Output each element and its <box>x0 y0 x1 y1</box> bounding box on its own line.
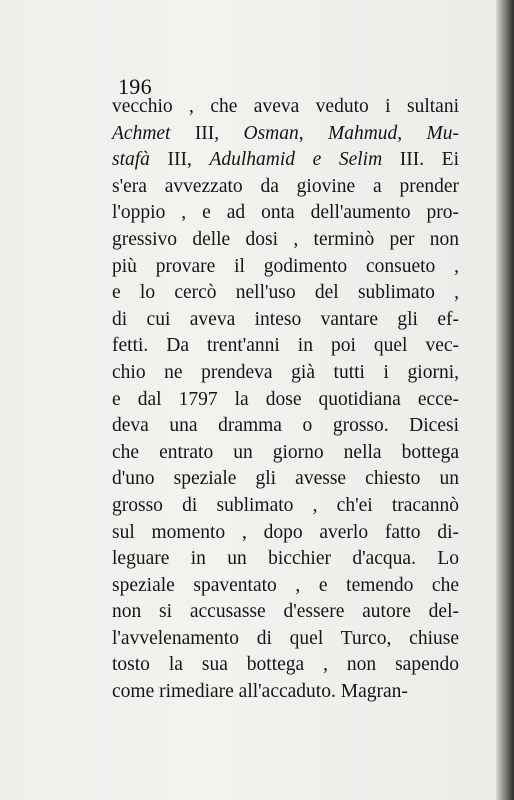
text-span: e dal 1797 la dose quotidiana ecce- <box>112 388 459 410</box>
text-line <box>112 599 459 626</box>
text-span: grosso di sublimato , ch'ei tracannò <box>112 494 459 516</box>
text-line <box>112 174 459 201</box>
page-number: 196 <box>118 74 152 99</box>
text-span: sul momento , dopo averlo fatto di- <box>112 521 459 543</box>
text-span: leguare in un bicchier d'acqua. Lo <box>112 548 459 570</box>
text-span: non si accusasse d'essere autore del- <box>112 601 459 623</box>
text-span: , <box>298 122 328 144</box>
text-span: , <box>397 122 427 144</box>
text-span: d'uno speziale gli avesse chiesto un <box>112 468 459 490</box>
body-text <box>112 94 459 706</box>
book-spine-shadow <box>496 0 514 800</box>
text-span: chio ne prendeva già tutti i giorni, <box>112 361 459 383</box>
text-span: deva una dramma o grosso. Dicesi <box>112 415 459 437</box>
italic-text-span: Adulhamid e Selim <box>209 149 383 171</box>
text-span: come rimediare all'accaduto. Magran- <box>112 681 408 703</box>
text-span: vecchio , che aveva veduto i sultani <box>112 96 459 117</box>
text-span: III. Ei <box>382 149 460 171</box>
text-span: tosto la sua bottega , non sapendo <box>112 654 459 676</box>
text-span: fetti. Da trent'anni in poi quel vec- <box>112 335 459 357</box>
text-line <box>112 679 459 706</box>
text-line <box>112 227 459 254</box>
italic-text-span: Mahmud <box>327 122 398 144</box>
text-line <box>112 200 459 227</box>
text-span: speziale spaventato , e temendo che <box>112 574 459 596</box>
text-line <box>112 254 459 281</box>
text-line <box>112 307 459 334</box>
text-span: che entrato un giorno nella bottega <box>112 441 459 463</box>
text-line <box>112 147 459 174</box>
italic-text-span: stafà <box>112 149 150 171</box>
text-line <box>112 493 459 520</box>
text-line <box>112 121 459 148</box>
text-line <box>112 520 459 547</box>
text-span: l'avvelenamento di quel Turco, chiuse <box>112 627 459 649</box>
text-line <box>112 652 459 679</box>
italic-text-span: Mu- <box>426 122 459 144</box>
text-span: gressivo delle dosi , terminò per non <box>112 228 459 250</box>
text-span: e lo cercò nell'uso del sublimato , <box>112 282 459 304</box>
text-span: s'era avvezzato da giovine a prender <box>112 175 459 197</box>
text-line <box>112 387 459 414</box>
text-span: più provare il godimento consueto , <box>112 255 459 277</box>
text-line <box>112 333 459 360</box>
italic-text-span: Achmet <box>112 122 171 144</box>
text-line <box>112 94 459 121</box>
text-line <box>112 546 459 573</box>
text-span: l'oppio , e ad onta dell'aumento pro- <box>112 202 459 224</box>
text-line <box>112 440 459 467</box>
text-line <box>112 360 459 387</box>
text-span: di cui aveva inteso vantare gli ef- <box>112 308 459 330</box>
text-line <box>112 573 459 600</box>
italic-text-span: Osman <box>243 122 299 144</box>
text-line <box>112 466 459 493</box>
text-line <box>112 413 459 440</box>
text-span: III, <box>170 122 244 144</box>
text-span: III, <box>149 149 210 171</box>
text-line <box>112 626 459 653</box>
text-line <box>112 280 459 307</box>
